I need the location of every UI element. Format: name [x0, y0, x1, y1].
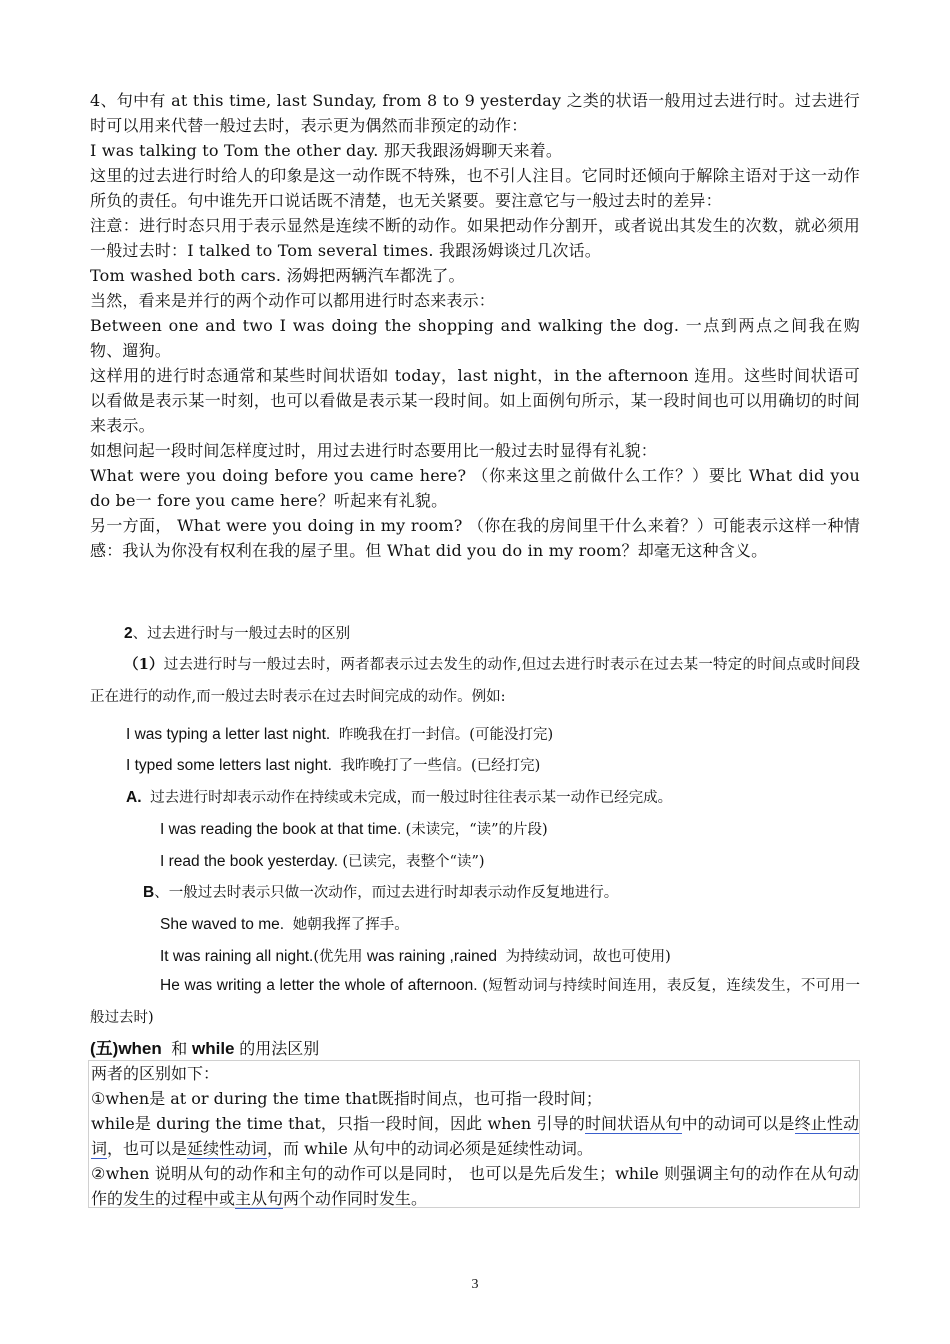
paragraph: 当然，看来是并行的两个动作可以都用进行时态来表示： — [90, 291, 496, 310]
example-sentence: It was raining all night.(优先用 was raining ,rained 为持续动词，故也可使用) — [160, 948, 671, 965]
paragraph: 注意：进行时态只用于表示显然是连续不断的动作。如果把动作分割开，或者说出其发生的次数，就必须用一般过去时：I talked to Tom several times. 我跟汤姆谈过几次话。 — [90, 216, 860, 260]
box-line: ②when 说明从句的动作和主句的动作可以是同时， 也可以是先后发生；while 则强调主句的动作在从句动作的发生的过程中或主从句两个动作同时发生。 — [91, 1164, 859, 1208]
point-b: B、一般过去时表示只做一次动作，而过去进行时却表示动作反复地进行。 — [143, 884, 619, 901]
when-while-box — [88, 1060, 860, 1208]
paragraph: 如想问起一段时间怎样度过时，用过去进行时态要用比一般过去时显得有礼貌： — [90, 441, 658, 460]
underlined-term: 时间状语从句 — [584, 1114, 682, 1133]
underlined-term: 主从句 — [235, 1189, 284, 1208]
box-line: ①when是 at or during the time that既指时间点，也可指一段时间； — [91, 1089, 602, 1108]
paragraph: 这里的过去进行时给人的印象是这一动作既不特殊，也不引人注目。它同时还倾向于解除主语对于这一动作所负的责任。句中谁先开口说话既不清楚，也无关紧要。要注意它与一般过去时的差异： — [90, 166, 860, 210]
box-line: 两者的区别如下： — [91, 1064, 220, 1083]
box-line: while是 during the time that，只指一段时间，因此 when 引导的时间状语从句中的动词可以是终止性动词，也可以是延续性动词，而 while 从句中的动词必须是延续性动词。 — [91, 1114, 859, 1158]
example-sentence: She waved to me. 她朝我挥了挥手。 — [160, 916, 409, 933]
underlined-term: 延续性动词 — [187, 1139, 268, 1158]
section-heading-when-while: (五)when 和 while 的用法区别 — [90, 1039, 320, 1058]
paragraph: 这样用的进行时态通常和某些时间状语如 today，last night，in the afternoon 连用。这些时间状语可以看做是表示某一时刻，也可以看做是表示某一段时间。如上面例句所示，某一段时间也可以用确切的时间来表示。 — [90, 366, 860, 435]
section-heading: 2、过去进行时与一般过去时的区别 — [124, 625, 351, 642]
underlined-term: 终止性动词 — [91, 1114, 859, 1158]
example-sentence: I was reading the book at that time. (未读完，“读”的片段) — [160, 821, 548, 838]
example-sentence: I typed some letters last night. 我昨晚打了一些信。(已经打完) — [126, 757, 541, 774]
paragraph: What were you doing before you came here? （你来这里之前做什么工作？）要比 What did you do be一 fore you came here？听起来有礼貌。 — [90, 466, 860, 510]
intro-paragraph: （1）过去进行时与一般过去时，两者都表示过去发生的动作,但过去进行时表示在过去某一特定的时间点或时间段正在进行的动作,而一般过去时表示在过去时间完成的动作。例如: — [90, 656, 861, 705]
paragraph: Tom washed both cars. 汤姆把两辆汽车都洗了。 — [90, 266, 465, 285]
example-sentence: I read the book yesterday. (已读完，表整个“读”) — [160, 853, 485, 870]
paragraph: 4、句中有 at this time, last Sunday, from 8 to 9 yesterday 之类的状语一般用过去进行时。过去进行时可以用来代替一般过去时，表示更为偶然而非预定的动作： — [90, 91, 860, 135]
paragraph: I was talking to Tom the other day. 那天我跟汤姆聊天来着。 — [90, 141, 563, 160]
example-sentence: He was writing a letter the whole of afternoon. (短暂动词与持续时间连用，表反复，连续发生，不可用一般过去时) — [90, 977, 860, 1026]
page-number: 3 — [471, 1277, 479, 1292]
point-a: A. 过去进行时却表示动作在持续或未完成，而一般过时往往表示某一动作已经完成。 — [126, 789, 673, 806]
section-past-progressive-usage — [90, 88, 860, 563]
paragraph: Between one and two I was doing the shopping and walking the dog. 一点到两点之间我在购物、遛狗。 — [90, 316, 860, 360]
example-sentence: I was typing a letter last night. 昨晚我在打一封信。(可能没打完) — [126, 726, 554, 743]
paragraph: 另一方面， What were you doing in my room? （你在我的房间里干什么来着？）可能表示这样一种情感：我认为你没有权利在我的屋子里。但 What did you do in my room？却毫无这种含义。 — [90, 516, 860, 560]
